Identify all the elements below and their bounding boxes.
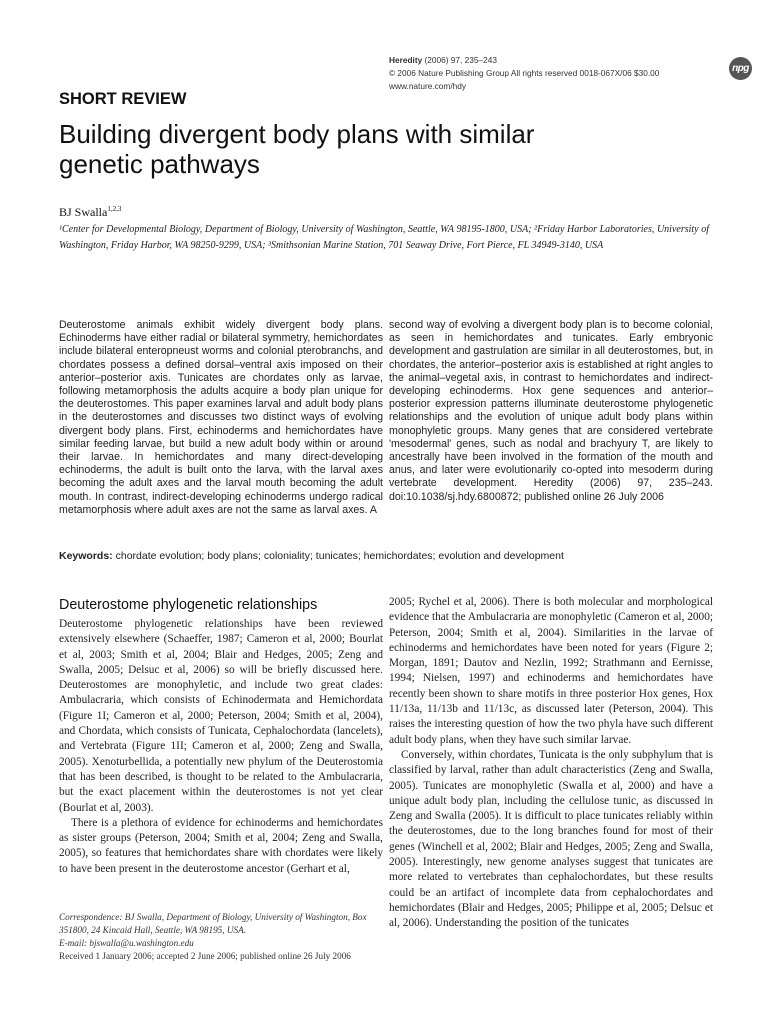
body-column-2 (389, 595, 713, 932)
npg-logo: npg (729, 57, 752, 80)
received-dates: Received 1 January 2006; accepted 2 June 2006; published online 26 July 2006 (59, 951, 351, 961)
article-title: Building divergent body plans with similar genetic pathways (59, 119, 535, 179)
body-paragraph: 2005; Rychel et al, 2006). There is both molecular and morphological evidence that the Ambulacraria are monophyletic (Cameron et al, 2000; Peterson, 2004; Smith et al, 2004). Similarities in the larvae of echinoderms and hemichordates have been noted for years (Figure 2; Morgan, 1891; Dautov and Nezlin, 1992; Strathmann and Eernisse, 1994; Nielsen, 1997) and echinoderms and hemichordates have recently been shown to share motifs in three posterior Hox genes, Hox 11/13a, 11/13b and 11/13c, as discussed later (Peterson, 2004). This raises the interesting question of how the two phyla have such different adult body plans, when they have such similar larvae. (389, 596, 713, 746)
section-type: SHORT REVIEW (59, 90, 187, 108)
keywords-line (59, 550, 719, 562)
abstract-column-2: second way of evolving a divergent body plan is to become colonial, as seen in hemichordates and tunicates. Early embryonic development and gastrulation are similar in all deuterostomes, but, in chordates, the anterior–posterior axis is established at right angles to the animal–vegetal axis, in contrast to hemichordates and indirect-developing echinoderms. Hox gene sequences and anterior–posterior expression patterns illuminate deuterostome phylogenetic relationships and the evolution of unique adult body plans within monophyletic groups. Many genes that are considered vertebrate 'mesodermal' genes, such as nodal and brachyury T, are likely to ancestrally have been involved in the formation of the mouth and anus, and later were evolutionarily co-opted into mesoderm during vertebrate development. Heredity (2006) 97, 235–243. doi:10.1038/sj.hdy.6800872; published online 26 July 2006 (389, 319, 713, 503)
journal-url[interactable]: www.nature.com/hdy (389, 81, 467, 91)
journal-citation: (2006) 97, 235–243 (422, 55, 497, 65)
abstract-column-1: Deuterostome animals exhibit widely divergent body plans. Echinoderms have either radial or bilateral symmetry, hemichordates include bilateral enteropneust worms and colonial pterobranchs, and chordates possess a defined dorsal–ventral axis imposed on their anterior–posterior axis. Tunicates are chordates only as larvae, following metamorphosis the adults acquire a body plan unique for the deuterostomes. This paper examines larval and adult body plans in the deuterostomes and discusses two distinct ways of evolving divergent body plans. First, echinoderms and hemichordates have similar feeding larvae, but build a new adult body within or around their larvae. In hemichordates and many direct-developing echinoderms, the adult is built onto the larva, with the larval axes becoming the adult axes and the larval mouth becoming the adult mouth. In contrast, indirect-developing echinoderms undergo radical metamorphosis where adult axes are not the same as larval axes. A (59, 319, 383, 516)
correspondence-block (59, 911, 383, 963)
body-paragraph: Deuterostome phylogenetic relationships have been reviewed extensively elsewhere (Schaeffer, 1987; Cameron et al, 2000; Bourlat et al, 2003; Smith et al, 2004; Blair and Hedges, 2005; Zeng and Swalla, 2005; Delsuc et al, 2006) so will be briefly discussed here. Deuterostomes are monophyletic, and include two great clades: Ambulacraria, which consists of Echinodermata and Hemichordata (Figure 1I; Cameron et al, 2000; Peterson, 2004; Smith et al, 2004), and Chordata, which consists of Tunicata, Cephalochordata (lancelets), and Vertebrata (Figure 1II; Cameron et al, 2000; Zeng and Swalla, 2005). Xenoturbellida, a potentially new phylum of the Deuterostomia that has been described, is thought to be related to the Ambulacraria, but the exact placement within the deuterostomes is not yet clear (Bourlat et al, 2003). (59, 618, 383, 814)
author-affiliation-marks: 1,2,3 (107, 205, 122, 213)
journal-info (389, 54, 659, 93)
correspondence-address: Correspondence: BJ Swalla, Department of Biology, University of Washington, Box 351800, 24 Kincaid Hall, Seattle, WA 98195, USA. (59, 912, 367, 935)
keywords-label: Keywords: (59, 550, 113, 562)
author-name: BJ Swalla (59, 205, 108, 219)
section-heading: Deuterostome phylogenetic relationships (59, 597, 318, 613)
journal-name: Heredity (389, 55, 423, 65)
affiliations: ¹Center for Developmental Biology, Department of Biology, University of Washington, Seattle, WA 98195-1800, USA; ²Friday Harbor Laboratories, University of Washington, Friday Harbor, WA 98250-9299, USA; ³Smithsonian Marine Station, 701 Seaway Drive, Fort Pierce, FL 34949-3140, USA (59, 224, 709, 251)
copyright-line: © 2006 Nature Publishing Group All rights reserved 0018-067X/06 $30.00 (389, 68, 660, 78)
body-paragraph: There is a plethora of evidence for echinoderms and hemichordates as sister groups (Peterson, 2004; Smith et al, 2004; Zeng and Swalla, 2005), so features that hemichordates share with chordates were likely to have been present in the deuterostome ancestor (Gerhart et al, (59, 816, 383, 875)
keywords-list: chordate evolution; body plans; coloniality; tunicates; hemichordates; evolution and development (112, 550, 564, 562)
correspondence-email[interactable]: E-mail: bjswalla@u.washington.edu (59, 938, 194, 948)
body-paragraph: Conversely, within chordates, Tunicata is the only subphylum that is classified by larval, rather than adult characteristics (Zeng and Swalla, 2005). Tunicates are monophyletic (Swalla et al, 2000) and have a unique adult body plan, including the cellulose tunic, as discussed in Zeng and Swalla (2005). It is difficult to place tunicates reliably within the deuterostomes, due to the long branches found for most of their genes (Winchell et al, 2002; Blair and Hedges, 2005; Zeng and Swalla, 2005). Interestingly, new genome analyses suggest that tunicates are more related to vertebrates than cephalochordates, but these results could be an artifact of incomplete data from cephalochordates and hemichordates (Blair and Hedges, 2005; Philippe et al, 2005; Delsuc et al, 2006). Understanding the position of the tunicates (389, 748, 713, 930)
body-column-1 (59, 617, 383, 877)
author-line (59, 205, 121, 220)
citation-line (389, 54, 659, 67)
